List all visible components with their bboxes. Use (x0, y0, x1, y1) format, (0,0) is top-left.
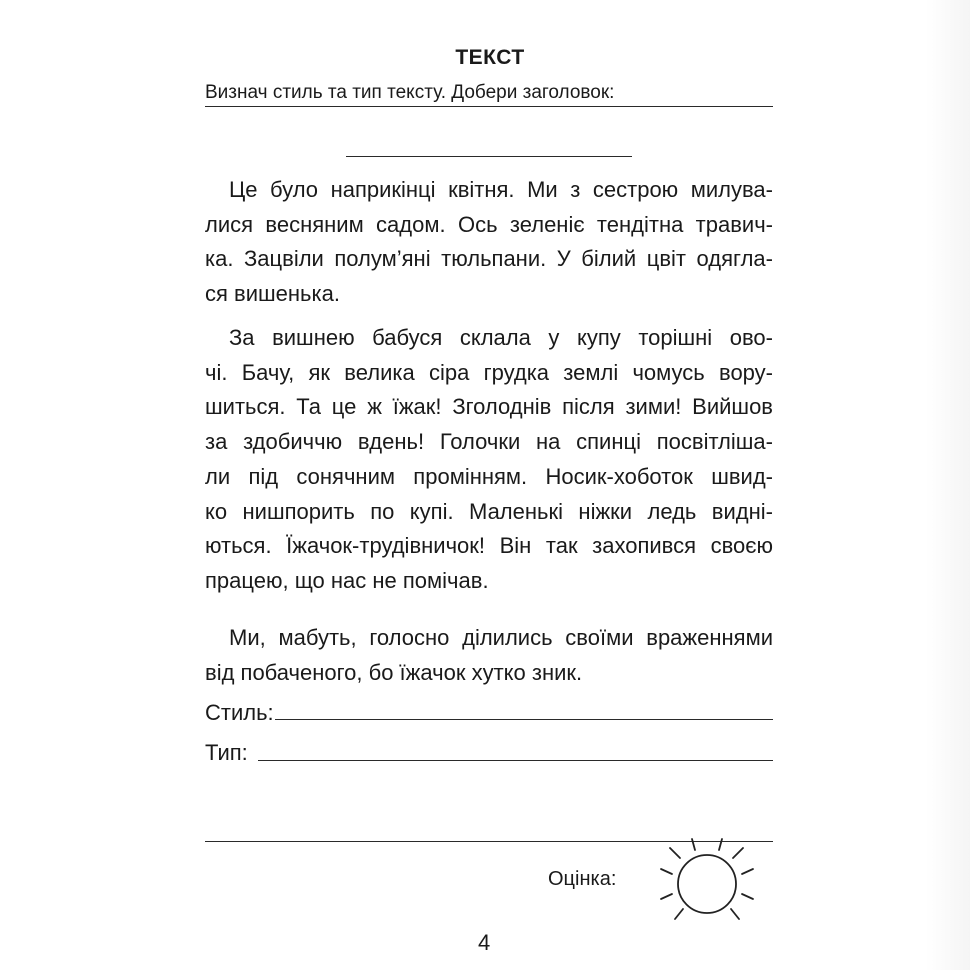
text-line: ка. Зацвіли полум’яні тюльпани. У білий цвіт одягла- (205, 246, 773, 272)
title-answer-line[interactable] (205, 106, 773, 107)
paragraph-3 (205, 621, 773, 690)
text-line: ко нишпорить по купі. Маленькі ніжки ледь видні- (205, 498, 773, 524)
page-title: ТЕКСТ (455, 46, 525, 69)
text-line: від побаченого, бо їжачок хутко зник. (205, 659, 583, 685)
type-label: Тип: (205, 740, 248, 765)
text-line: Ми, мабуть, голосно ділились своїми враженнями (229, 625, 773, 650)
text-line: ся вишенька. (205, 281, 340, 307)
paragraph-1 (205, 173, 773, 312)
page-number: 4 (478, 930, 491, 955)
title-answer-line-centered[interactable] (346, 156, 632, 157)
text-line: чі. Бачу, як велика сіра грудка землі чомусь вору- (205, 359, 773, 385)
text-line: лися весняним садом. Ось зеленіє тендітна травич- (205, 211, 773, 237)
text-line: шиться. Та це ж їжак! Зголоднів після зими! Вийшов (205, 394, 773, 420)
paragraph-2 (205, 321, 773, 599)
sun-icon[interactable] (650, 836, 770, 926)
page-edge (820, 0, 970, 970)
grade-label: Оцінка: (548, 868, 617, 890)
text-line: За вишнею бабуся склала у купу торішні ово- (229, 325, 773, 350)
text-line: ли під сонячним промінням. Носик-хоботок швид- (205, 463, 773, 489)
text-line: працею, що нас не помічав. (205, 567, 489, 593)
style-answer-line[interactable] (275, 719, 773, 720)
text-line: Це було наприкінці квітня. Ми з сестрою милува- (229, 177, 773, 202)
style-label: Стиль: (205, 700, 274, 725)
text-line: за здобиччю вдень! Голочки на спинці посвітліша- (205, 429, 773, 455)
text-line: ються. Їжачок-трудівничок! Він так захопився своєю (205, 533, 773, 559)
type-answer-line[interactable] (258, 760, 773, 761)
task-instruction: Визнач стиль та тип тексту. Добери заголовок: (205, 82, 615, 103)
